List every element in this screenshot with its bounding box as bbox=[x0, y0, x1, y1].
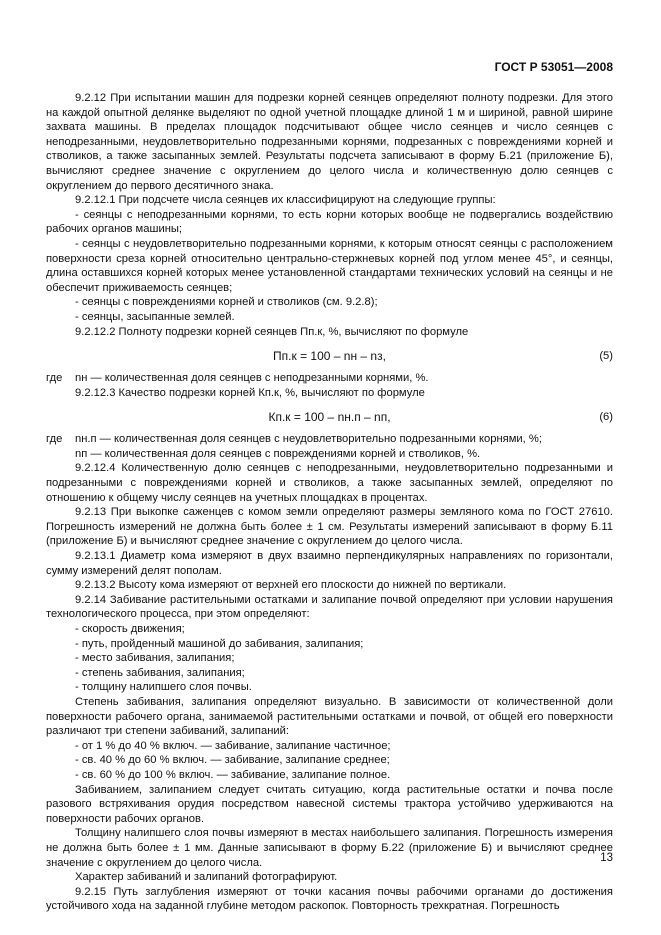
paragraph: Забиванием, залипанием следует считать ситуацию, когда растительные остатки и почва после разового встряхивания орудия посредством навесной системы трактора устойчиво удерживаются на поверхности рабочих органов. bbox=[46, 783, 613, 825]
list-item: - сеянцы с повреждениями корней и стволиков (см. 9.2.8); bbox=[75, 296, 378, 309]
where-label: где bbox=[46, 372, 63, 385]
list-item: - толщину налипшего слоя почвы. bbox=[75, 681, 252, 694]
formula-5 bbox=[46, 345, 613, 368]
paragraph-9-2-12-4: 9.2.12.4 Количественную долю сеянцев с неподрезанными, неудовлетворительно подрезанными и подрезанными с повреждениями корней и стволиков, а также засыпанных землей, определяют по отношению к общему числу сеянцев на учетных площадках в процентах. bbox=[46, 462, 613, 504]
paragraph-9-2-12-1: 9.2.12.1 При подсчете числа сеянцев их классифицируют на следующие группы: bbox=[75, 194, 496, 207]
paragraph-9-2-12-3: 9.2.12.3 Качество подрезки корней Кп.к, %, вычисляют по формуле bbox=[75, 386, 425, 399]
list-item: - сеянцы с неподрезанными корнями, то есть корни которых вообще не подвергались воздействию рабочих органов машины; bbox=[46, 208, 613, 236]
page-number: 13 bbox=[600, 852, 613, 864]
paragraph: Характер забиваний и залипаний фотографируют. bbox=[75, 871, 338, 884]
list-item: - св. 60 % до 100 % включ. — забивание, залипание полное. bbox=[75, 768, 391, 781]
formula-5-legend bbox=[46, 371, 613, 386]
list-item: - от 1 % до 40 % включ. — забивание, залипание частичное; bbox=[75, 739, 391, 752]
paragraph-9-2-15: 9.2.15 Путь заглубления измеряют от точки касания почвы рабочими органами до достижения устойчивого хода на заданной глубине методом раскопок. Повторность трехкратная. Погрешность bbox=[46, 885, 613, 913]
page-body bbox=[46, 91, 613, 914]
paragraph-9-2-13-2: 9.2.13.2 Высоту кома измеряют от верхней его плоскости до нижней по вертикали. bbox=[75, 579, 507, 592]
list-item: - св. 40 % до 60 % включ. — забивание, залипание среднее; bbox=[75, 754, 390, 767]
paragraph-9-2-13: 9.2.13 При выкопке саженцев с комом земли определяют размеры земляного кома по ГОСТ 27610. Погрешность измерений не должна быть более ± 1 см. Результаты измерений записывают в форму Б.11 (приложение Б) и вычисляют среднее значение с округлением до целого числа. bbox=[46, 506, 613, 548]
list-item: - скорость движения; bbox=[75, 623, 185, 635]
legend-item: nн — количественная доля сеянцев с неподрезанными корнями, %. bbox=[75, 372, 429, 385]
list-item: - место забивания, залипания; bbox=[75, 652, 235, 665]
formula-6-expression: Кп.к = 100 – nн.п – nп, bbox=[268, 410, 391, 425]
formula-5-expression: Пп.к = 100 – nн – nз, bbox=[273, 349, 386, 364]
document-code: ГОСТ Р 53051—2008 bbox=[494, 60, 613, 74]
where-label: где bbox=[46, 433, 63, 446]
list-item: - путь, пройденный машиной до забивания, залипания; bbox=[75, 637, 364, 650]
list-item: - степень забивания, залипания; bbox=[75, 666, 245, 679]
paragraph-9-2-12-2: 9.2.12.2 Полноту подрезки корней сеянцев Пп.к, %, вычисляют по формуле bbox=[75, 325, 469, 338]
list-item: - сеянцы, засыпанные землей. bbox=[75, 310, 235, 323]
formula-6-legend bbox=[46, 432, 613, 447]
legend-spacer bbox=[46, 447, 75, 462]
formula-6-number: (6) bbox=[599, 411, 613, 424]
paragraph: Степень забивания, залипания определяют визуально. В зависимости от количественной доли поверхности рабочего органа, занимаемой растительными остатками и почвой, от общей его поверхности различают три степени забиваний, залипаний: bbox=[46, 695, 613, 738]
formula-6 bbox=[46, 406, 613, 429]
formula-6-legend-cont bbox=[46, 447, 613, 462]
paragraph-9-2-13-1: 9.2.13.1 Диаметр кома измеряют в двух взаимно перпендикулярных направлениях по горизонтали, сумму измерений делят пополам. bbox=[46, 550, 613, 577]
list-item: - сеянцы с неудовлетворительно подрезанными корнями, к которым относят сеянцы с расположением поверхности среза корней относительно центрально-стержневых корней под углом менее 45°, и сеянцы, длина оставшихся корней которых менее установленной стандартами технических условий на сеянцы и не обеспечит приживаемость сеянцев; bbox=[46, 237, 613, 294]
legend-item: nн.п — количественная доля сеянцев с неудовлетворительно подрезанными корнями, %; bbox=[75, 433, 542, 446]
paragraph: Толщину налипшего слоя почвы измеряют в местах наибольшего залипания. Погрешность измерения не должна быть более ± 1 мм. Данные записывают в форму Б.22 (приложение Б) и вычисляют среднее значение с округлением до целого числа. bbox=[46, 827, 613, 869]
formula-5-number: (5) bbox=[599, 350, 613, 363]
paragraph-9-2-12: 9.2.12 При испытании машин для подрезки корней сеянцев определяют полноту подрезки. Для этого на каждой опытной делянке выделяют по одной учетной площадке длиной 1 м и шириной, равной ширине захвата машины. В пределах площадок подсчитывают общее число сеянцев и число сеянцев с неподрезанными, неудовлетворительно подрезанными корнями, подрезанных с повреждениями корней и стволиков, а также засыпанных землей. Результаты подсчета записывают в форму Б.21 (приложение Б), вычисляют среднее значение с округлением до целого числа и количественную долю сеянцев с округлением до первого десятичного знака. bbox=[46, 92, 613, 192]
paragraph-9-2-14: 9.2.14 Забивание растительными остатками и залипание почвой определяют при условии нарушения технологического процесса, при этом определяют: bbox=[46, 593, 613, 621]
legend-item: nп — количественная доля сеянцев с повреждениями корней и стволиков, %. bbox=[75, 447, 481, 460]
